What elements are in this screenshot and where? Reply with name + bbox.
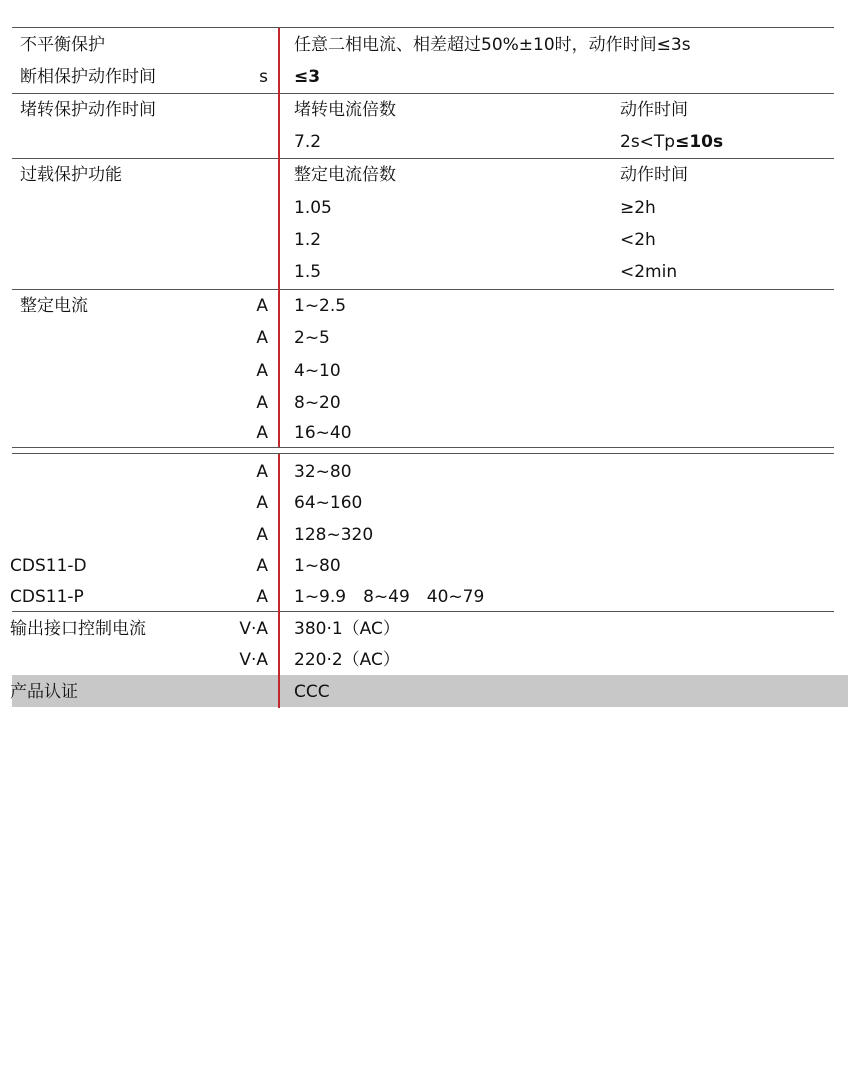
overload-time: <2h [620,230,656,250]
cds11-d-value: 1~80 [294,556,341,576]
overload-col2-header: 动作时间 [620,165,688,185]
output-unit: V·A [239,650,268,670]
stall-time-prefix: 2s<Tp [620,132,676,152]
setting-current-range: 8~20 [294,393,341,413]
stall-label: 堵转保护动作时间 [20,100,156,120]
stall-col2-header: 动作时间 [620,100,688,120]
row-divider [12,158,834,159]
phase-loss-value: ≤3 [294,67,321,87]
certification-row-background [12,675,848,707]
cds11-d-label: CDS11-D [10,556,87,576]
stall-col1-header: 堵转电流倍数 [294,100,396,120]
setting-current-range: 32~80 [294,462,352,482]
certification-value: CCC [294,682,330,702]
cds11-p-unit: A [256,587,268,607]
section-divider [12,447,834,448]
cds11-d-unit: A [256,556,268,576]
overload-multiple: 1.5 [294,262,322,282]
setting-current-range: 16~40 [294,423,352,443]
setting-current-range: 64~160 [294,493,363,513]
setting-current-unit: A [256,423,268,443]
setting-current-unit: A [256,296,268,316]
output-value: 220·2（AC） [294,650,400,670]
setting-current-unit: A [256,328,268,348]
cds11-p-value: 1~9.9 8~49 40~79 [294,587,485,607]
stall-col2-value [620,132,723,152]
column-divider [278,28,280,447]
certification-label: 产品认证 [10,682,78,702]
overload-label: 过载保护功能 [20,165,122,185]
setting-current-unit: A [256,525,268,545]
setting-current-unit: A [256,361,268,381]
overload-multiple: 1.2 [294,230,322,250]
setting-current-range: 128~320 [294,525,374,545]
setting-current-unit: A [256,462,268,482]
output-value: 380·1（AC） [294,619,400,639]
setting-current-unit: A [256,393,268,413]
row-divider [12,289,834,290]
stall-col1-value: 7.2 [294,132,322,152]
row-divider [12,611,834,612]
section-divider [12,453,834,454]
overload-multiple: 1.05 [294,198,332,218]
output-label: 输出接口控制电流 [10,619,146,639]
setting-current-range: 2~5 [294,328,330,348]
row-divider [12,93,834,94]
overload-time: <2min [620,262,678,282]
setting-current-label: 整定电流 [20,296,88,316]
cds11-p-label: CDS11-P [10,587,84,607]
unbalance-value: 任意二相电流、相差超过50%±10时，动作时间≤3s [294,35,691,55]
phase-loss-unit: s [259,67,268,87]
column-divider [278,454,280,708]
setting-current-range: 1~2.5 [294,296,347,316]
row-divider [12,27,834,28]
setting-current-unit: A [256,493,268,513]
setting-current-range: 4~10 [294,361,341,381]
unbalance-label: 不平衡保护 [20,35,105,55]
overload-col1-header: 整定电流倍数 [294,165,396,185]
stall-time-bold: ≤10s [675,132,724,152]
overload-time: ≥2h [620,198,656,218]
output-unit: V·A [239,619,268,639]
phase-loss-label: 断相保护动作时间 [20,67,156,87]
